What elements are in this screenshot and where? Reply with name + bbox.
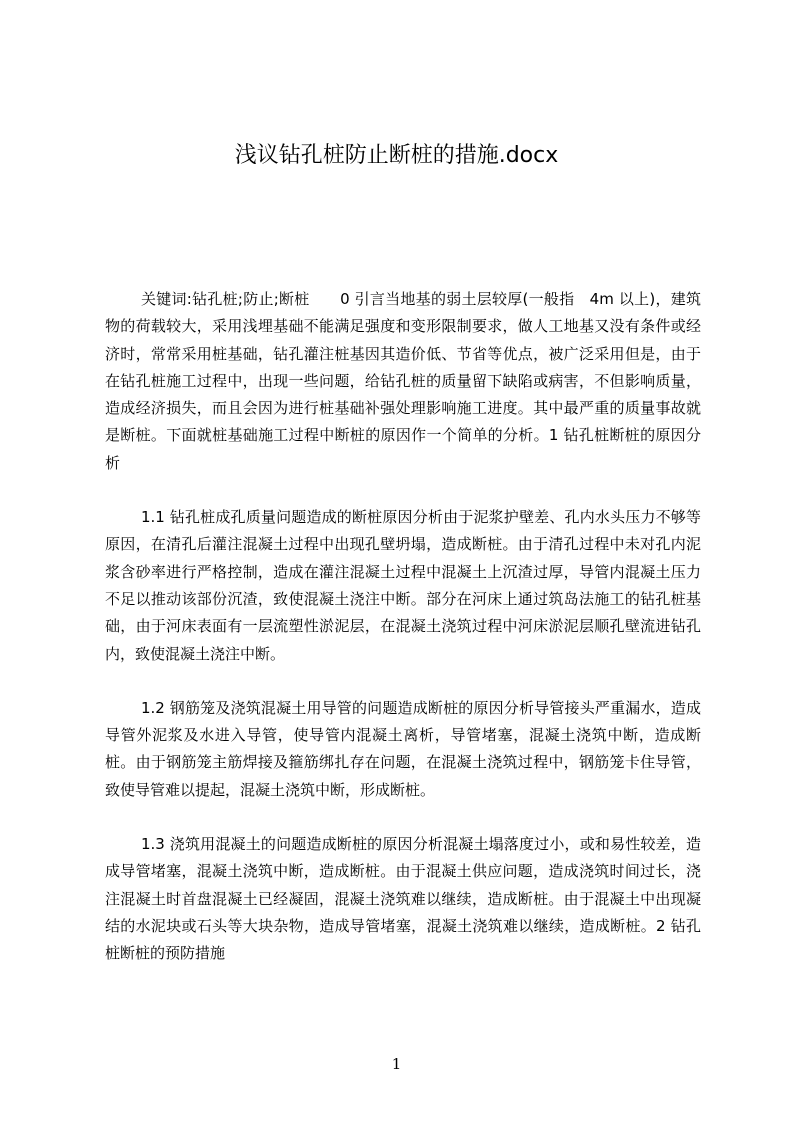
paragraph-section-1-2: 1.2 钢筋笼及浇筑混凝土用导管的问题造成断桩的原因分析导管接头严重漏水，造成导管外泥浆及水进入导管，使导管内混凝土离析，导管堵塞，混凝土浇筑中断，造成断桩。由于钢筋笼主筋焊接及箍筋绑扎存在问题，在混凝土浇筑过程中，钢筋笼卡住导管，致使导管难以提起，混凝土浇筑中断，形成断桩。 xyxy=(105,698,701,799)
document-body xyxy=(105,286,701,968)
document-title: 浅议钻孔桩防止断桩的措施.docx xyxy=(234,143,559,168)
paragraph-gap xyxy=(105,804,701,831)
paragraph-gap xyxy=(105,668,701,695)
paragraph-keywords-intro: 关键词:钻孔桩;防止;断桩 0 引言当地基的弱土层较厚(一般指 4m 以上)，建筑物的荷载较大，采用浅埋基础不能满足强度和变形限制要求，做人工地基又没有条件或经济时，常常采用桩基础，钻孔灌注桩基因其造价低、节省等优点，被广泛采用但是，由于在钻孔桩施工过程中，出现一些问题，给钻孔桩的质量留下缺陷或病害，不但影响质量，造成经济损失，而且会因为进行桩基础补强处理影响施工进度。其中最严重的质量事故就是断桩。下面就桩基础施工过程中断桩的原因作一个简单的分析。1 钻孔桩断桩的原因分析 xyxy=(105,290,701,472)
page-number: 1 xyxy=(391,1055,402,1073)
paragraph-section-1-1: 1.1 钻孔桩成孔质量问题造成的断桩原因分析由于泥浆护壁差、孔内水头压力不够等原因，在清孔后灌注混凝土过程中出现孔壁坍塌，造成断桩。由于清孔过程中未对孔内泥浆含砂率进行严格控制，造成在灌注混凝土过程中混凝土上沉渣过厚，导管内混凝土压力不足以推动该部份沉渣，致使混凝土浇注中断。部分在河床上通过筑岛法施工的钻孔桩基础，由于河床表面有一层流塑性淤泥层，在混凝土浇筑过程中河床淤泥层顺孔壁流进钻孔内，致使混凝土浇注中断。 xyxy=(105,508,701,663)
paragraph-gap xyxy=(105,477,701,504)
paragraph-section-1-3: 1.3 浇筑用混凝土的问题造成断桩的原因分析混凝土塌落度过小，或和易性较差，造成导管堵塞，混凝土浇筑中断，造成断桩。由于混凝土供应问题，造成浇筑时间过长，浇注混凝土时首盘混凝土已经凝固，混凝土浇筑难以继续，造成断桩。由于混凝土中出现凝结的水泥块或石头等大块杂物，造成导管堵塞，混凝土浇筑难以继续，造成断桩。2 钻孔桩断桩的预防措施 xyxy=(105,835,701,963)
